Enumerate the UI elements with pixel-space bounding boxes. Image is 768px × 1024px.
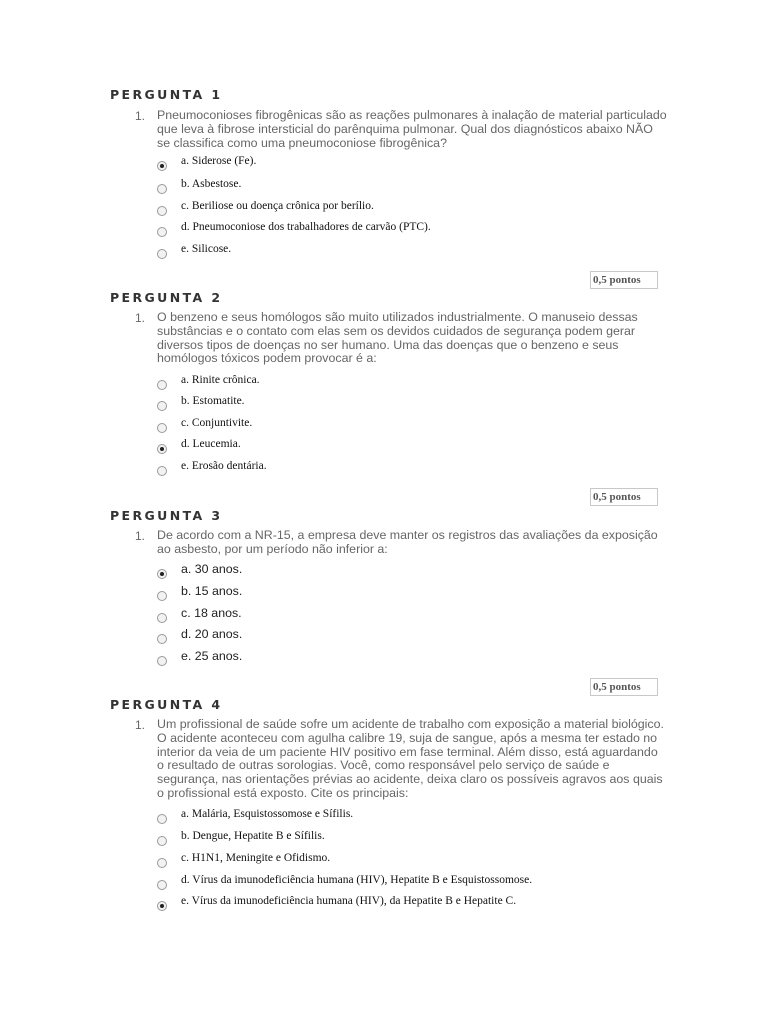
radio-icon[interactable] [157, 380, 167, 390]
answer-option-label: e. Erosão dentária. [181, 460, 267, 472]
question-number: 1. [135, 718, 146, 732]
answer-option-b[interactable] [157, 582, 677, 600]
answer-option-label: a. Malária, Esquistossomose e Sífilis. [181, 808, 354, 820]
question-number: 1. [135, 529, 146, 543]
radio-icon[interactable] [157, 466, 167, 476]
question-heading: PERGUNTA 2 [110, 290, 223, 305]
answer-option-label: b. Estomatite. [181, 395, 245, 407]
answer-option-label: d. Leucemia. [181, 438, 241, 450]
radio-icon[interactable] [157, 401, 167, 411]
answer-option-d[interactable] [157, 625, 677, 643]
radio-icon[interactable] [157, 836, 167, 846]
answer-option-e[interactable] [157, 647, 677, 665]
answer-option-c[interactable] [157, 197, 677, 215]
answer-option-label: c. H1N1, Meningite e Ofidismo. [181, 852, 331, 864]
question-heading: PERGUNTA 3 [110, 508, 223, 523]
radio-selected-icon[interactable] [157, 444, 167, 454]
answer-option-label: a. 30 anos. [181, 562, 243, 576]
answer-option-d[interactable] [157, 218, 677, 236]
radio-icon[interactable] [157, 858, 167, 868]
radio-icon[interactable] [157, 656, 167, 666]
question-text: Um profissional de saúde sofre um acidente de trabalho com exposição a material biológico. O acidente aconteceu com agulha calibre 19, suja de sangue, após a mesma ter estado no interior da veia de um paciente HIV positivo em fase terminal. Além disso, está aguardando o resultado de outras sorologias. Você, como responsável pelo serviço de saúde e segurança, nas orientações prévias ao acidente, deixa claro os possíveis agravos aos quais o profissional está exposto. Cite os principais: [157, 717, 664, 800]
points-badge: 0,5 pontos [590, 488, 658, 506]
answer-option-label: b. Asbestose. [181, 178, 242, 190]
question-text: De acordo com a NR-15, a empresa deve manter os registros das avaliações da exposição ao asbesto, por um período não inferior a: [157, 528, 658, 556]
answer-option-d[interactable] [157, 871, 677, 889]
question-heading: PERGUNTA 1 [110, 87, 223, 102]
radio-selected-icon[interactable] [157, 569, 167, 579]
question-text: Pneumoconioses fibrogênicas são as reações pulmonares à inalação de material particulado que leva à fibrose intersticial do parênquima pulmonar. Qual dos diagnósticos abaixo NÃO se classifica como uma pneumoconiose fibrogênica? [157, 108, 667, 150]
answer-option-label: d. 20 anos. [181, 627, 243, 641]
answer-option-b[interactable] [157, 175, 677, 193]
radio-icon[interactable] [157, 634, 167, 644]
answer-option-c[interactable] [157, 849, 677, 867]
answer-option-e[interactable] [157, 457, 677, 475]
answer-option-label: e. 25 anos. [181, 649, 243, 663]
answer-option-a[interactable] [157, 152, 677, 170]
radio-icon[interactable] [157, 249, 167, 259]
radio-icon[interactable] [157, 814, 167, 824]
radio-icon[interactable] [157, 184, 167, 194]
answer-option-c[interactable] [157, 604, 677, 622]
radio-selected-icon[interactable] [157, 161, 167, 171]
radio-selected-icon[interactable] [157, 901, 167, 911]
answer-option-label: e. Vírus da imunodeficiência humana (HIV), da Hepatite B e Hepatite C. [181, 895, 517, 907]
answer-option-label: c. Conjuntivite. [181, 417, 253, 429]
radio-icon[interactable] [157, 613, 167, 623]
answer-option-label: c. Beriliose ou doença crônica por berílio. [181, 200, 374, 212]
radio-icon[interactable] [157, 206, 167, 216]
answer-option-a[interactable] [157, 371, 677, 389]
answer-option-label: a. Rinite crônica. [181, 374, 260, 386]
answer-option-label: a. Siderose (Fe). [181, 155, 257, 167]
answer-option-d[interactable] [157, 435, 677, 453]
radio-icon[interactable] [157, 423, 167, 433]
answer-option-label: b. Dengue, Hepatite B e Sífilis. [181, 830, 325, 842]
question-text: O benzeno e seus homólogos são muito utilizados industrialmente. O manuseio dessas substâncias e o contato com elas sem os devidos cuidados de segurança podem gerar diversos tipos de doenças no ser humano. Uma das doenças que o benzeno e seus homólogos tóxicos podem provocar é a: [157, 310, 638, 366]
question-number: 1. [135, 311, 146, 325]
answer-option-e[interactable] [157, 892, 677, 910]
answer-option-label: e. Silicose. [181, 243, 232, 255]
radio-icon[interactable] [157, 591, 167, 601]
answer-option-c[interactable] [157, 414, 677, 432]
answer-option-b[interactable] [157, 827, 677, 845]
points-badge: 0,5 pontos [590, 271, 658, 289]
answer-option-a[interactable] [157, 560, 677, 578]
question-heading: PERGUNTA 4 [110, 697, 223, 712]
answer-option-label: c. 18 anos. [181, 606, 242, 620]
answer-option-label: d. Pneumoconiose dos trabalhadores de carvão (PTC). [181, 221, 431, 233]
answer-option-label: d. Vírus da imunodeficiência humana (HIV), Hepatite B e Esquistossomose. [181, 874, 533, 886]
radio-icon[interactable] [157, 227, 167, 237]
points-badge: 0,5 pontos [590, 678, 658, 696]
answer-option-b[interactable] [157, 392, 677, 410]
answer-option-e[interactable] [157, 240, 677, 258]
answer-option-label: b. 15 anos. [181, 584, 243, 598]
answer-option-a[interactable] [157, 805, 677, 823]
radio-icon[interactable] [157, 880, 167, 890]
question-number: 1. [135, 109, 146, 123]
